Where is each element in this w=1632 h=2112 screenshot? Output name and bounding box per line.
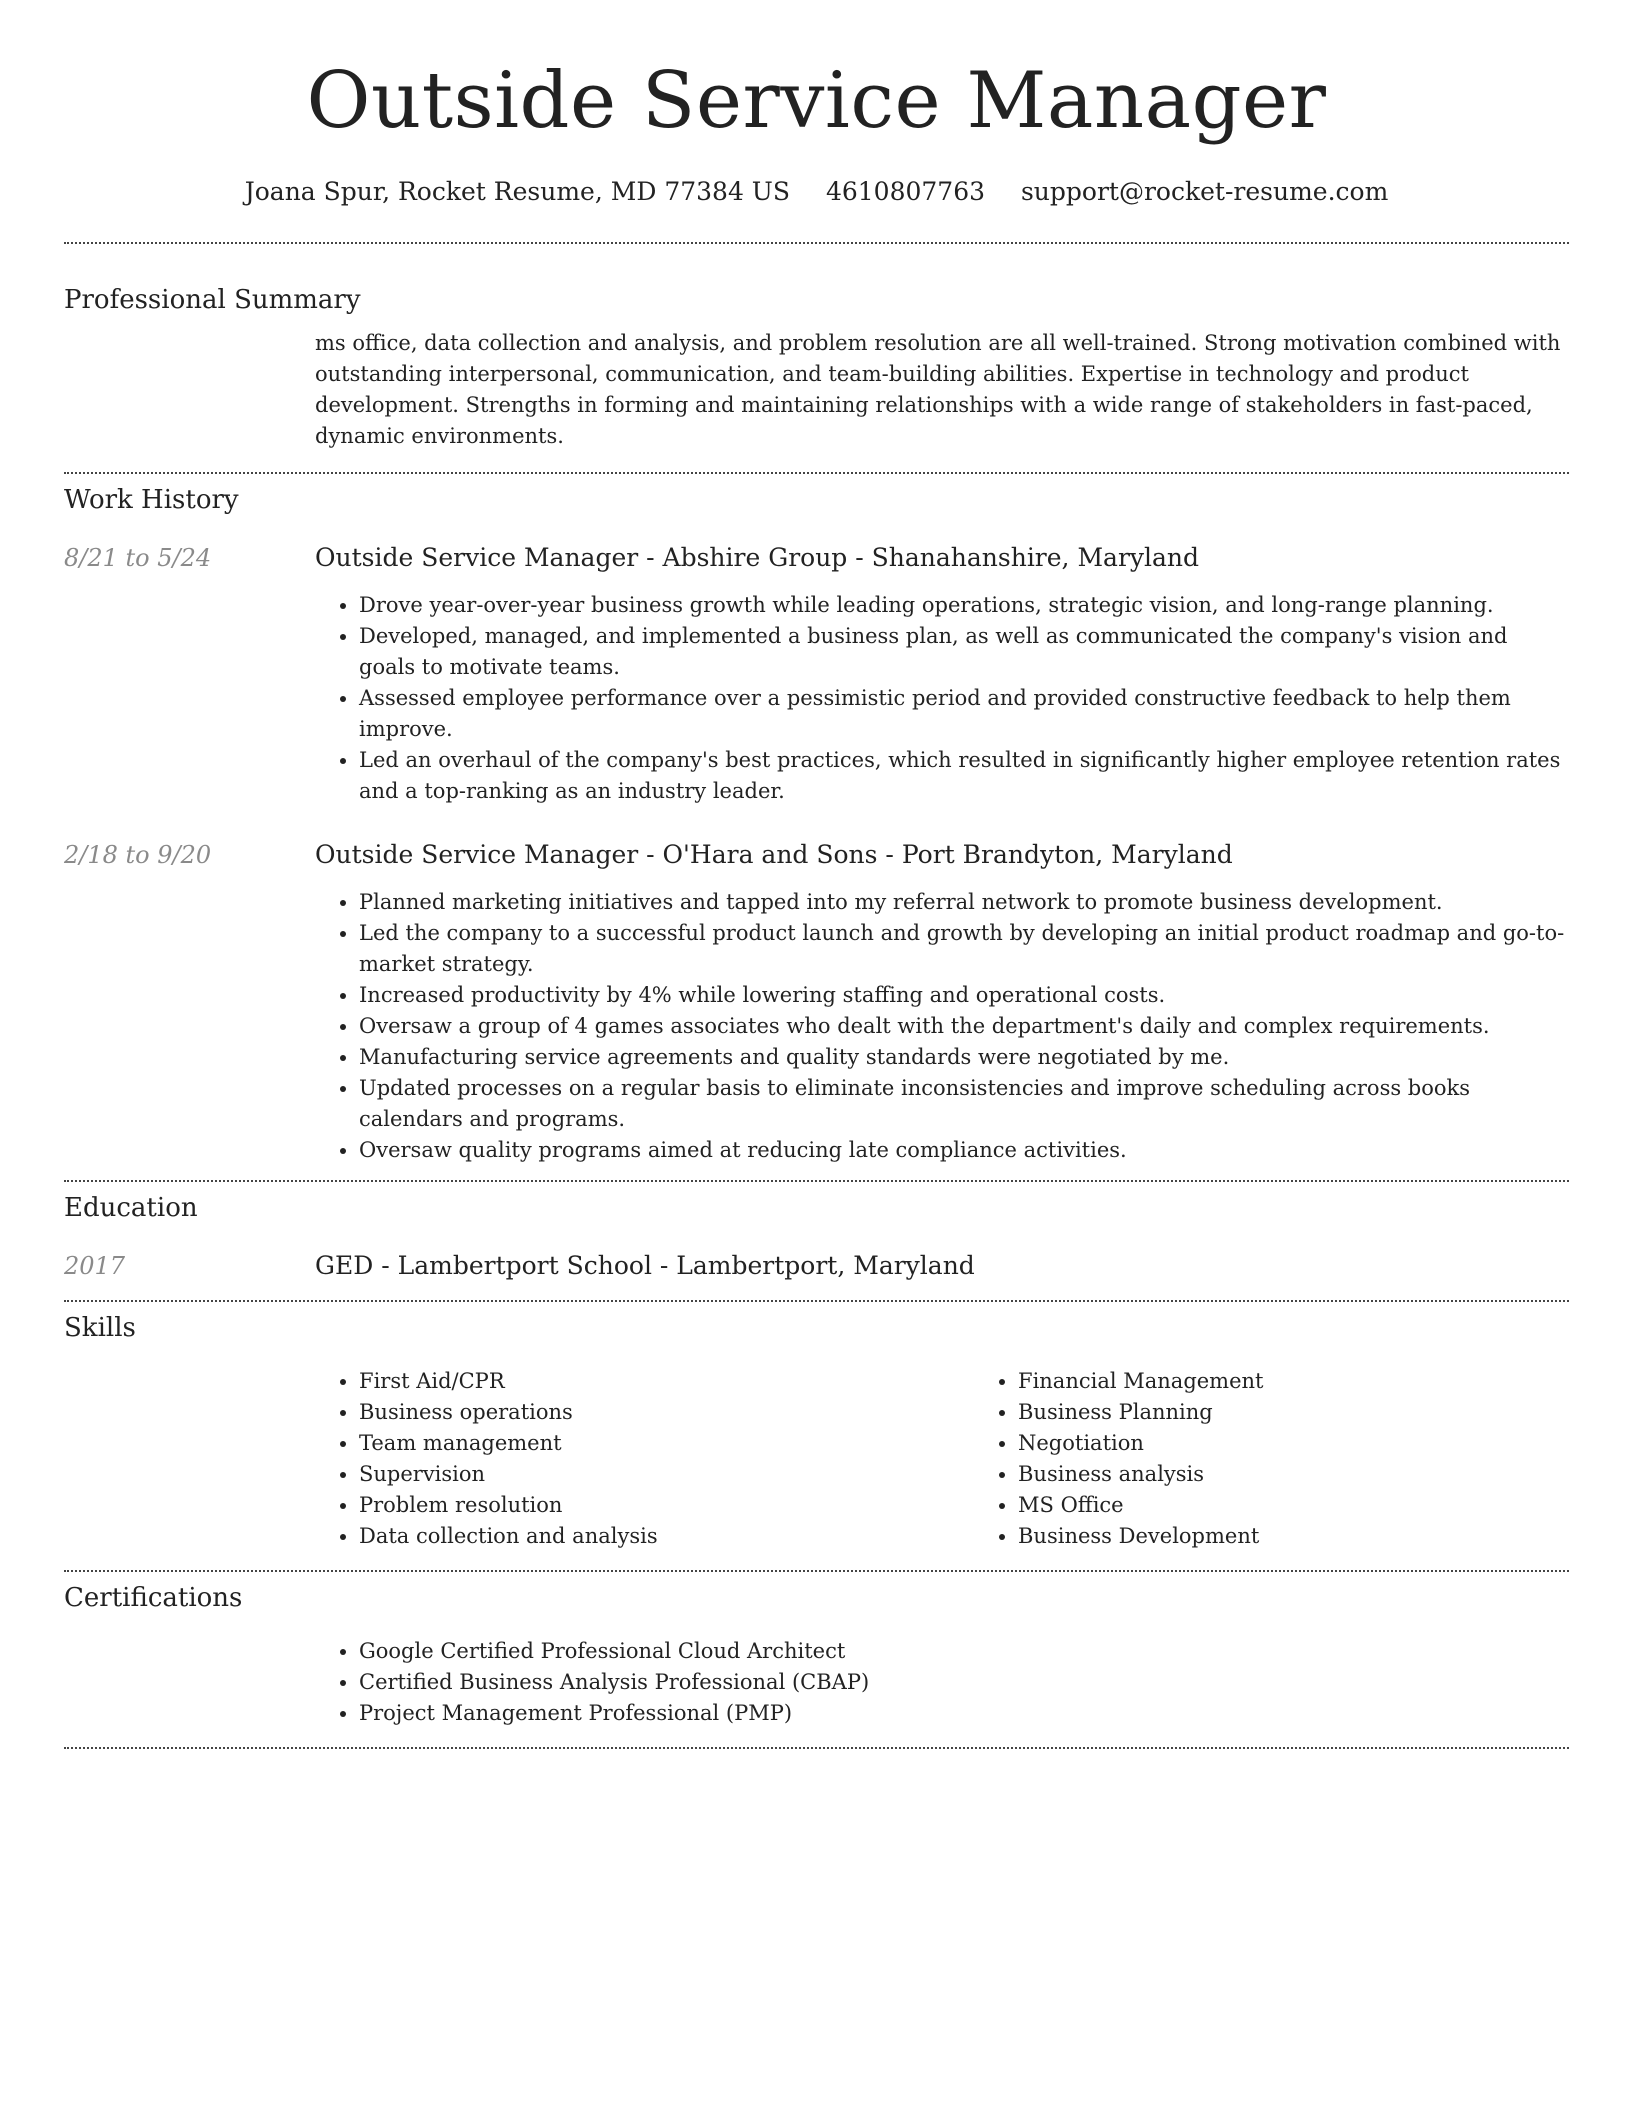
job-row xyxy=(64,542,1569,807)
certifications-spacer xyxy=(64,1636,315,1729)
contact-line xyxy=(64,176,1569,208)
job-bullet: • Led the company to a successful product launch and growth by developing an initial product roadmap and go-to-market strategy. xyxy=(359,918,1569,980)
job-bullet: • Developed, managed, and implemented a business plan, as well as communicated the company's vision and goals to motivate teams. xyxy=(359,621,1569,683)
section-title-work: Work History xyxy=(64,485,239,515)
certifications-row xyxy=(64,1636,1569,1729)
job-bullet: • Planned marketing initiatives and tapped into my referral network to promote business development. xyxy=(359,887,1569,918)
job-bullet: • Updated processes on a regular basis to eliminate inconsistencies and improve scheduling across books calendars and programs. xyxy=(359,1073,1569,1135)
job-bullets xyxy=(315,590,1569,807)
skills-list-right xyxy=(974,1366,1632,1552)
contact-address: Joana Spur, Rocket Resume, MD 77384 US xyxy=(244,177,790,206)
skill-item: • Supervision xyxy=(359,1459,974,1490)
divider xyxy=(64,472,1569,474)
summary-text: ms office, data collection and analysis, and problem resolution are all well-trained. Strong motivation combined with outstanding interpersonal, communication, and team-building abilities. Expertise in technology and product development. Strengths in forming and maintaining relationships with a wide range of stakeholders in fast-paced, dynamic environments. xyxy=(315,331,1561,448)
job-dates: 8/21 to 5/24 xyxy=(64,544,212,572)
job-row xyxy=(64,839,1569,1166)
skill-item: • Business Development xyxy=(1018,1521,1632,1552)
education-year: 2017 xyxy=(64,1252,126,1280)
job-heading: Outside Service Manager - O'Hara and Sons - Port Brandyton, Maryland xyxy=(315,840,1233,869)
divider xyxy=(64,242,1569,244)
skills-spacer xyxy=(64,1366,315,1552)
job-body xyxy=(315,839,1569,1166)
job-dates: 2/18 to 9/20 xyxy=(64,841,212,869)
job-bullet: • Led an overhaul of the company's best practices, which resulted in significantly higher employee retention rates and a top-ranking as an industry leader. xyxy=(359,745,1569,807)
skill-item: • Business Planning xyxy=(1018,1397,1632,1428)
skills-grid xyxy=(315,1366,1632,1552)
skill-item: • MS Office xyxy=(1018,1490,1632,1521)
skill-item: • First Aid/CPR xyxy=(359,1366,974,1397)
job-body xyxy=(315,542,1569,807)
certification-item: • Project Management Professional (PMP) xyxy=(359,1698,1569,1729)
education-entry: GED - Lambertport School - Lambertport, Maryland xyxy=(315,1251,975,1280)
education-row xyxy=(64,1250,1569,1282)
job-bullet: • Manufacturing service agreements and quality standards were negotiated by me. xyxy=(359,1042,1569,1073)
resume-page xyxy=(64,0,1569,1749)
certification-item: • Certified Business Analysis Professional (CBAP) xyxy=(359,1667,1569,1698)
certification-item: • Google Certified Professional Cloud Architect xyxy=(359,1636,1569,1667)
job-bullet: • Drove year-over-year business growth while leading operations, strategic vision, and long-range planning. xyxy=(359,590,1569,621)
skill-item: • Business analysis xyxy=(1018,1459,1632,1490)
skill-item: • Data collection and analysis xyxy=(359,1521,974,1552)
job-bullets xyxy=(315,887,1569,1166)
divider xyxy=(64,1747,1569,1749)
divider xyxy=(64,1180,1569,1182)
contact-phone: 4610807763 xyxy=(825,177,986,206)
skill-item: • Team management xyxy=(359,1428,974,1459)
summary-row xyxy=(64,328,1569,452)
section-title-skills: Skills xyxy=(64,1313,136,1343)
contact-email: support@rocket-resume.com xyxy=(1020,177,1389,206)
job-heading: Outside Service Manager - Abshire Group - Shanahanshire, Maryland xyxy=(315,543,1200,572)
resume-title: Outside Service Manager xyxy=(306,56,1327,146)
section-title-education: Education xyxy=(64,1193,198,1223)
skill-item: • Business operations xyxy=(359,1397,974,1428)
job-bullet: • Increased productivity by 4% while lowering staffing and operational costs. xyxy=(359,980,1569,1011)
summary-spacer xyxy=(64,328,315,452)
skill-item: • Problem resolution xyxy=(359,1490,974,1521)
job-bullet: • Assessed employee performance over a pessimistic period and provided constructive feedback to help them improve. xyxy=(359,683,1569,745)
certifications-list xyxy=(315,1636,1569,1729)
skills-list-left xyxy=(315,1366,974,1552)
skills-row xyxy=(64,1366,1569,1552)
job-bullet: • Oversaw quality programs aimed at reducing late compliance activities. xyxy=(359,1135,1569,1166)
skill-item: • Financial Management xyxy=(1018,1366,1632,1397)
divider xyxy=(64,1570,1569,1572)
job-bullet: • Oversaw a group of 4 games associates who dealt with the department's daily and complex requirements. xyxy=(359,1011,1569,1042)
skill-item: • Negotiation xyxy=(1018,1428,1632,1459)
section-title-certifications: Certifications xyxy=(64,1583,243,1613)
certifications-body xyxy=(315,1636,1569,1729)
section-title-summary: Professional Summary xyxy=(64,285,361,315)
divider xyxy=(64,1300,1569,1302)
